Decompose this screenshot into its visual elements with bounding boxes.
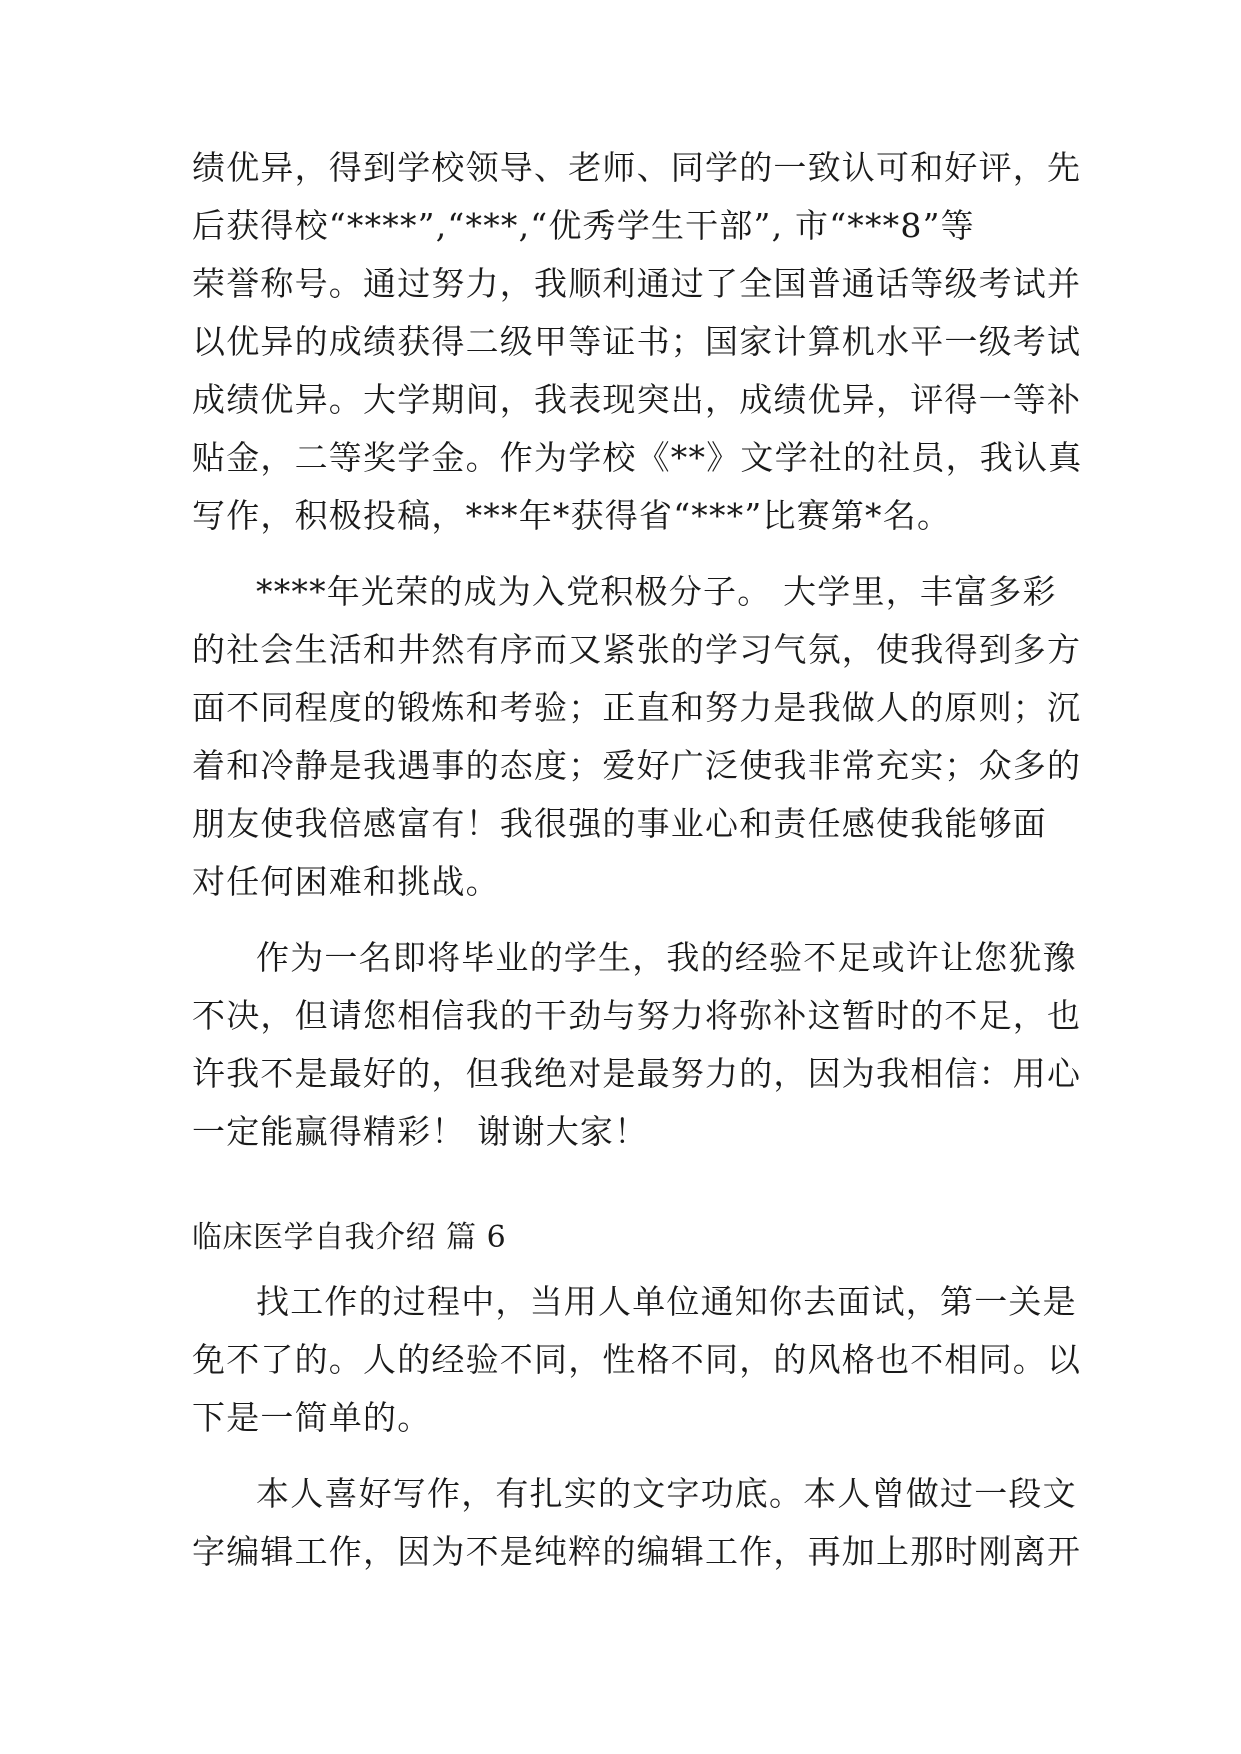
paragraph-line: 贴金，二等奖学金。作为学校《**》文学社的社员，我认真: [192, 438, 1083, 477]
paragraph-line: 着和冷静是我遇事的态度；爱好广泛使我非常充实；众多的: [192, 746, 1082, 785]
paragraph-line: 后获得校“****”,“***,“优秀学生干部”, 市“***8”等: [192, 206, 975, 245]
paragraph-line: 成绩优异。大学期间，我表现突出，成绩优异，评得一等补: [192, 380, 1082, 419]
paragraph-line: 以优异的成绩获得二级甲等证书；国家计算机水平一级考试: [192, 322, 1082, 361]
paragraph-line: 下是一简单的。: [192, 1398, 432, 1437]
paragraph-line: 朋友使我倍感富有！我很强的事业心和责任感使我能够面: [192, 804, 1047, 843]
paragraph-line: 找工作的过程中，当用人单位通知你去面试，第一关是: [256, 1282, 1077, 1321]
paragraph-line: 写作，积极投稿，***年*获得省“***”比赛第*名。: [192, 496, 952, 535]
paragraph-line: 免不了的。人的经验不同，性格不同，的风格也不相同。以: [192, 1340, 1082, 1379]
paragraph-line: ****年光荣的成为入党积极分子。 大学里，丰富多彩: [256, 572, 1057, 611]
paragraph-line: 字编辑工作，因为不是纯粹的编辑工作，再加上那时刚离开: [192, 1532, 1082, 1571]
paragraph-line: 不决，但请您相信我的干劲与努力将弥补这暂时的不足，也: [192, 996, 1082, 1035]
paragraph-line: 绩优异，得到学校领导、老师、同学的一致认可和好评，先: [192, 148, 1082, 187]
paragraph-line: 作为一名即将毕业的学生，我的经验不足或许让您犹豫: [256, 938, 1077, 977]
section-heading: 临床医学自我介绍 篇 6: [192, 1220, 507, 1255]
paragraph-line: 面不同程度的锻炼和考验；正直和努力是我做人的原则；沉: [192, 688, 1082, 727]
paragraph-line: 一定能赢得精彩！ 谢谢大家！: [192, 1112, 649, 1151]
paragraph-line: 许我不是最好的，但我绝对是最努力的，因为我相信：用心: [192, 1054, 1082, 1093]
paragraph-line: 的社会生活和井然有序而又紧张的学习气氛，使我得到多方: [192, 630, 1082, 669]
paragraph-line: 对任何困难和挑战。: [192, 862, 500, 901]
paragraph-line: 本人喜好写作，有扎实的文字功底。本人曾做过一段文: [256, 1474, 1077, 1513]
paragraph-line: 荣誉称号。通过努力，我顺利通过了全国普通话等级考试并: [192, 264, 1082, 303]
